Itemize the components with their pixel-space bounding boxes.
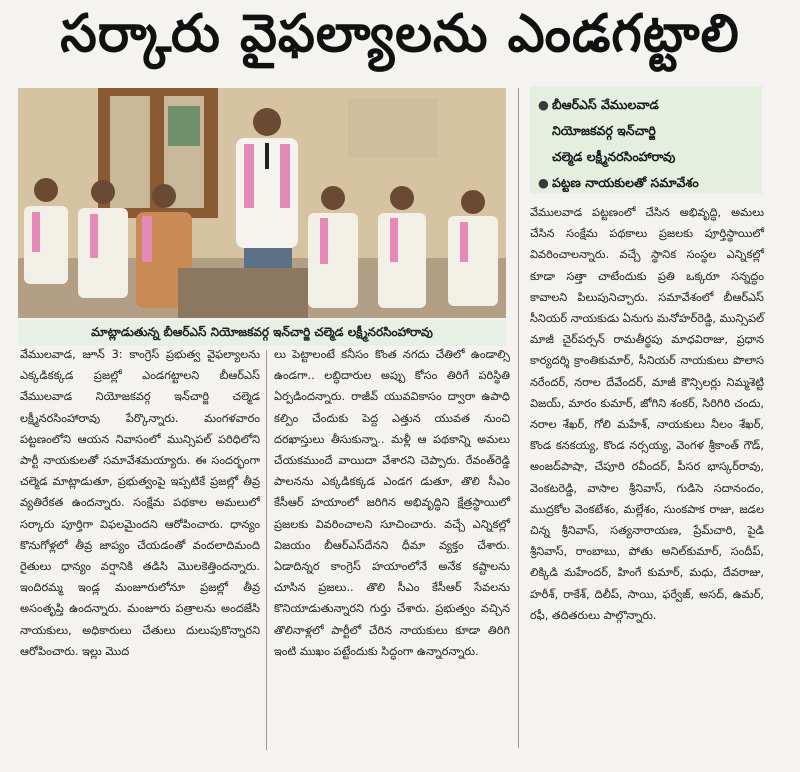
article-column-1 <box>20 344 260 662</box>
article-text: వేములవాడ, జూన్ 3: కాంగ్రెస్ ప్రభుత్వ వైఫల్యాలను ఎక్కడికక్కడ ప్రజల్లో ఎండగట్టాలని బీఆర్ఎస్ వేములవాడ నియోజకవర్గ ఇన్‌చార్జి చల్మెడ లక్ష్మీనరసింహారావు పేర్కొన్నారు. మంగళవారం పట్టణంలోని ఆయన నివాసంలో మున్సిపల్ పరిధిలోని పార్టీ నాయకులతో సమావేశమయ్యారు. ఈ సందర్భంగా చల్మెడ మాట్లాడుతూ, ప్రభుత్వంపై ఇప్పటికే ప్రజల్లో తీవ్ర వ్యతిరేకత ఉందన్నారు. సంక్షేమ పథకాల అమలులో సర్కారు పూర్తిగా విఫలమైందని ఆరోపించారు. ధాన్యం కొనుగోళ్లలో తీవ్ర జాప్యం చేయడంతో వందలాదిమంది రైతులు ధాన్యం వర్షానికి తడిసి మొలకెత్తిందన్నారు. ఇందిరమ్మ ఇండ్ల మంజూరులోనూ ప్రజల్లో తీవ్ర అసంతృప్తి ఉందన్నారు. మంజూరు పత్రాలను అందజేసి నాయకులు, అధికారులు చేతులు దులుపుకొన్నారని ఆరోపించారు. ఇల్లు మొద <box>20 348 260 658</box>
kicker-line-1b <box>538 118 754 144</box>
kicker-line-2 <box>538 170 754 196</box>
photo-caption: మాట్లాడుతున్న బీఆర్ఎస్ నియోజకవర్గ ఇన్‌చార్జి చల్మెడ లక్ష్మీనరసింహారావు <box>18 320 506 346</box>
article-text: లు పెట్టాలంటే కనీసం కొంత నగదు చేతిలో ఉండాల్సి ఉండగా.. లబ్ధిదారుల అప్పు కోసం తిరిగే పరిస్థితి ఏర్పడిందన్నారు. రాజీవ్ యువవికాసం ద్వారా ఉపాధి కల్పిం చేందుకు పెద్ద ఎత్తున యువత నుంచి దరఖాస్తులు తీసుకున్నా.. మళ్లీ ఆ పథకాన్ని అమలు చేయకముందే వాయిదా వేశారని చెప్పారు. రేవంత్‌రెడ్డి పాలనను ఎక్కడికక్కడ ఎండగ డుతూ, తొలి సీఎం కేసీఆర్ హయాంలో జరిగిన అభివృద్ధిని క్షేత్రస్థాయిలో ప్రజలకు వివరించాలని సూచించారు. వచ్చే ఎన్నికల్లో విజయం బీఆర్ఎస్‌దేనని ధీమా వ్యక్తం చేశారు. ఏడాదిన్నర కాంగ్రెస్ హయాంలోనే అనేక కష్టాలను చూసిన ప్రజలు.. తొలి సీఎం కేసీఆర్ సేవలను కొనియాడుతున్నారని గుర్తు చేశారు. ప్రభుత్వం వచ్చిన తొలినాళ్లలో పార్టీలో చేరిన నాయకులు కూడా తిరిగి ఇంటి ముఖం పట్టేందుకు సిద్ధంగా ఉన్నారన్నారు. <box>274 348 510 658</box>
photo-group-meeting-icon <box>18 88 506 318</box>
kicker-line-1 <box>538 92 754 118</box>
kicker-text-1a: బీఆర్ఎస్ వేములవాడ <box>552 97 659 112</box>
kicker-line-1c <box>538 144 754 170</box>
kicker-text-1c: చల్మెడ లక్ష్మీనరసింహారావు <box>552 149 676 164</box>
kicker-box <box>530 86 762 194</box>
kicker-text-2: పట్టణ నాయకులతో సమావేశం <box>552 175 699 190</box>
article-text: వేములవాడ పట్టణంలో చేసిన అభివృద్ధి, అమలు చేసిన సంక్షేమ పథకాలు ప్రజలకు పూర్తిస్థాయిలో వివరించాలన్నారు. వచ్చే స్థానిక సంస్థల ఎన్నికల్లో కూడా సత్తా చాటేందుకు ప్రతి ఒక్కరూ సన్నద్ధం కావాలని పిలుపునిచ్చారు. సమావేశంలో బీఆర్ఎస్ సీనియర్ నాయకుడు ఏనుగు మనోహర్‌రెడ్డి, మున్సిపల్ మాజీ చైర్‌పర్సన్ రామతీర్థపు మాధవిరాజు, ప్రధాన కార్యదర్శి క్రాంతికుమార్, సీనియర్ నాయకులు పొలాస నరేందర్, నరాల దేవేందర్, మాజీ కౌన్సిలర్లు నిమ్మశెట్టి విజయ్, మారం కుమార్, జోగిని శంకర్, సిరిగిరి చందు, నరాల శేఖర్, గోలి మహేశ్, నాయకులు నీలం శేఖర్, కొండ కనకయ్య, కొండ నర్సయ్య, వెంగళ శ్రీకాంత్ గౌడ్, అంజద్‌పాషా, చేపూరి రవీందర్, పీసర భాస్కర్‌రావు, వెంకటరెడ్డి, వాసాల శ్రీనివాస్, గుడిసె సదానందం, ముద్రకోల వెంకటేశం, మల్లేశం, సుంకపాక రాజు, జడల చిన్న శ్రీనివాస్, సత్యనారాయణ, ప్రేమ్‌చారి, పైడి శ్రీనివాస్, రాంబాబు, పోతు అనిల్‌కుమార్, సందీప్, లిక్కిడి మహేందర్, హింగే కుమార్, మధు, దేవరాజు, హరీశ్, రాకేశ్, దిలీప్, సాయి, ఫర్వేజ్, అసద్, ఉమర్, రఫీ, తదితరులు పాల్గొన్నారు. <box>530 206 764 622</box>
article-column-3 <box>530 202 764 626</box>
kicker-text-1b: నియోజకవర్గ ఇన్‌చార్జి <box>552 123 656 138</box>
bullet-icon: ● <box>538 97 549 112</box>
bullet-icon: ● <box>538 175 549 190</box>
column-divider <box>518 88 519 748</box>
news-photo <box>18 88 506 318</box>
column-divider <box>266 350 267 750</box>
article-column-2 <box>274 344 510 662</box>
headline: సర్కారు వైఫల్యాలను ఎండగట్టాలి <box>60 3 740 64</box>
